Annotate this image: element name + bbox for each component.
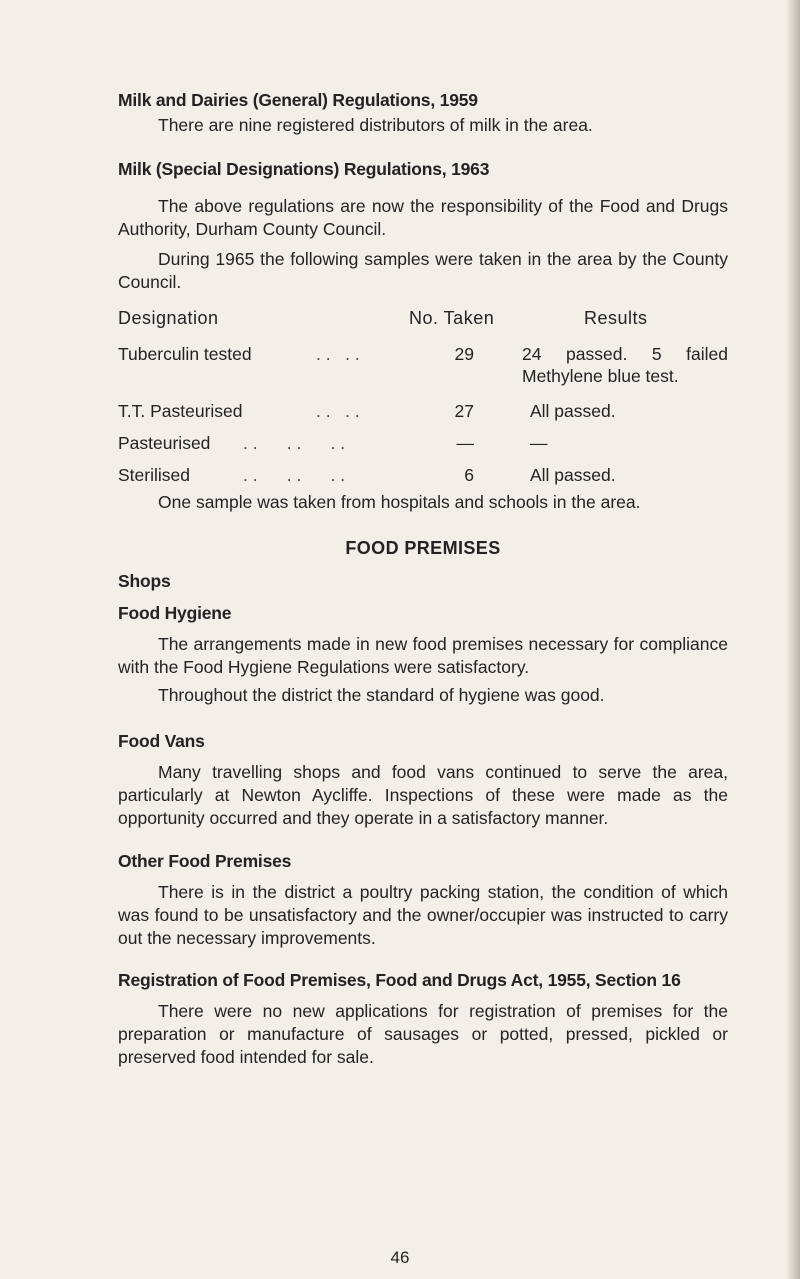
heading-shops: Shops — [118, 571, 171, 591]
text-food-vans: Many travelling shops and food vans continued to serve the area, particularly at Newton Aycliffe. Inspections of these were made as the opportunity occurred and they operate in a satisfactory manner. — [118, 762, 728, 828]
header-designation: Designation — [118, 308, 219, 328]
text-milk-special-1: The above regulations are now the responsibility of the Food and Drugs Authority, Durham County Council. — [118, 196, 728, 239]
page-number: 46 — [390, 1248, 410, 1267]
samples-footnote: One sample was taken from hospitals and schools in the area. — [158, 492, 641, 512]
row-leader-dots: . . . . . . — [243, 433, 346, 453]
heading-milk-special: Milk (Special Designations) Regulations, 1963 — [118, 159, 490, 179]
text-other-premises: There is in the district a poultry packing station, the condition of which was found to be unsatisfactory and the owner/occupier was instructed to carry out the necessary improvements. — [118, 882, 728, 948]
table-row — [118, 433, 728, 456]
samples-table-header — [118, 308, 728, 332]
heading-food-hygiene: Food Hygiene — [118, 603, 232, 623]
page-edge-shadow — [786, 0, 800, 1279]
text-food-hygiene-2: Throughout the district the standard of hygiene was good. — [158, 685, 605, 705]
header-no-taken: No. Taken — [409, 308, 495, 328]
row-result: 24 passed. 5 failed — [522, 344, 728, 364]
text-milk-special-2: During 1965 the following samples were taken in the area by the County Council. — [118, 249, 728, 292]
row-designation: Tuberculin tested — [118, 344, 252, 364]
row-leader-dots: . . . . — [316, 401, 360, 421]
row-taken: — — [456, 433, 474, 453]
row-result-note: Methylene blue test. — [522, 366, 679, 386]
row-leader-dots: . . . . — [316, 344, 360, 364]
row-designation: Sterilised — [118, 465, 190, 485]
heading-registration: Registration of Food Premises, Food and Drugs Act, 1955, Section 16 — [118, 970, 681, 990]
table-row — [118, 401, 728, 424]
text-food-hygiene-1: The arrangements made in new food premises necessary for compliance with the Food Hygiene Regulations were satisfactory. — [118, 634, 728, 677]
table-row — [118, 465, 728, 488]
heading-milk-dairies: Milk and Dairies (General) Regulations, 1959 — [118, 90, 478, 110]
row-leader-dots: . . . . . . — [243, 465, 346, 485]
heading-other-premises: Other Food Premises — [118, 851, 292, 871]
row-designation: T.T. Pasteurised — [118, 401, 243, 421]
heading-food-vans: Food Vans — [118, 731, 205, 751]
table-row-continuation — [118, 366, 728, 389]
row-designation: Pasteurised — [118, 433, 211, 453]
food-premises-title: FOOD PREMISES — [345, 538, 501, 558]
row-result: All passed. — [530, 401, 616, 421]
row-taken: 27 — [454, 401, 474, 421]
row-result: — — [530, 433, 548, 453]
text-registration: There were no new applications for registration of premises for the preparation or manufacture of sausages or potted, pressed, pickled or preserved food intended for sale. — [118, 1001, 728, 1067]
table-row — [118, 344, 728, 367]
row-taken: 29 — [454, 344, 474, 364]
text-milk-dairies: There are nine registered distributors of milk in the area. — [158, 115, 593, 135]
header-results: Results — [584, 308, 648, 328]
row-result: All passed. — [530, 465, 616, 485]
row-taken: 6 — [464, 465, 474, 485]
